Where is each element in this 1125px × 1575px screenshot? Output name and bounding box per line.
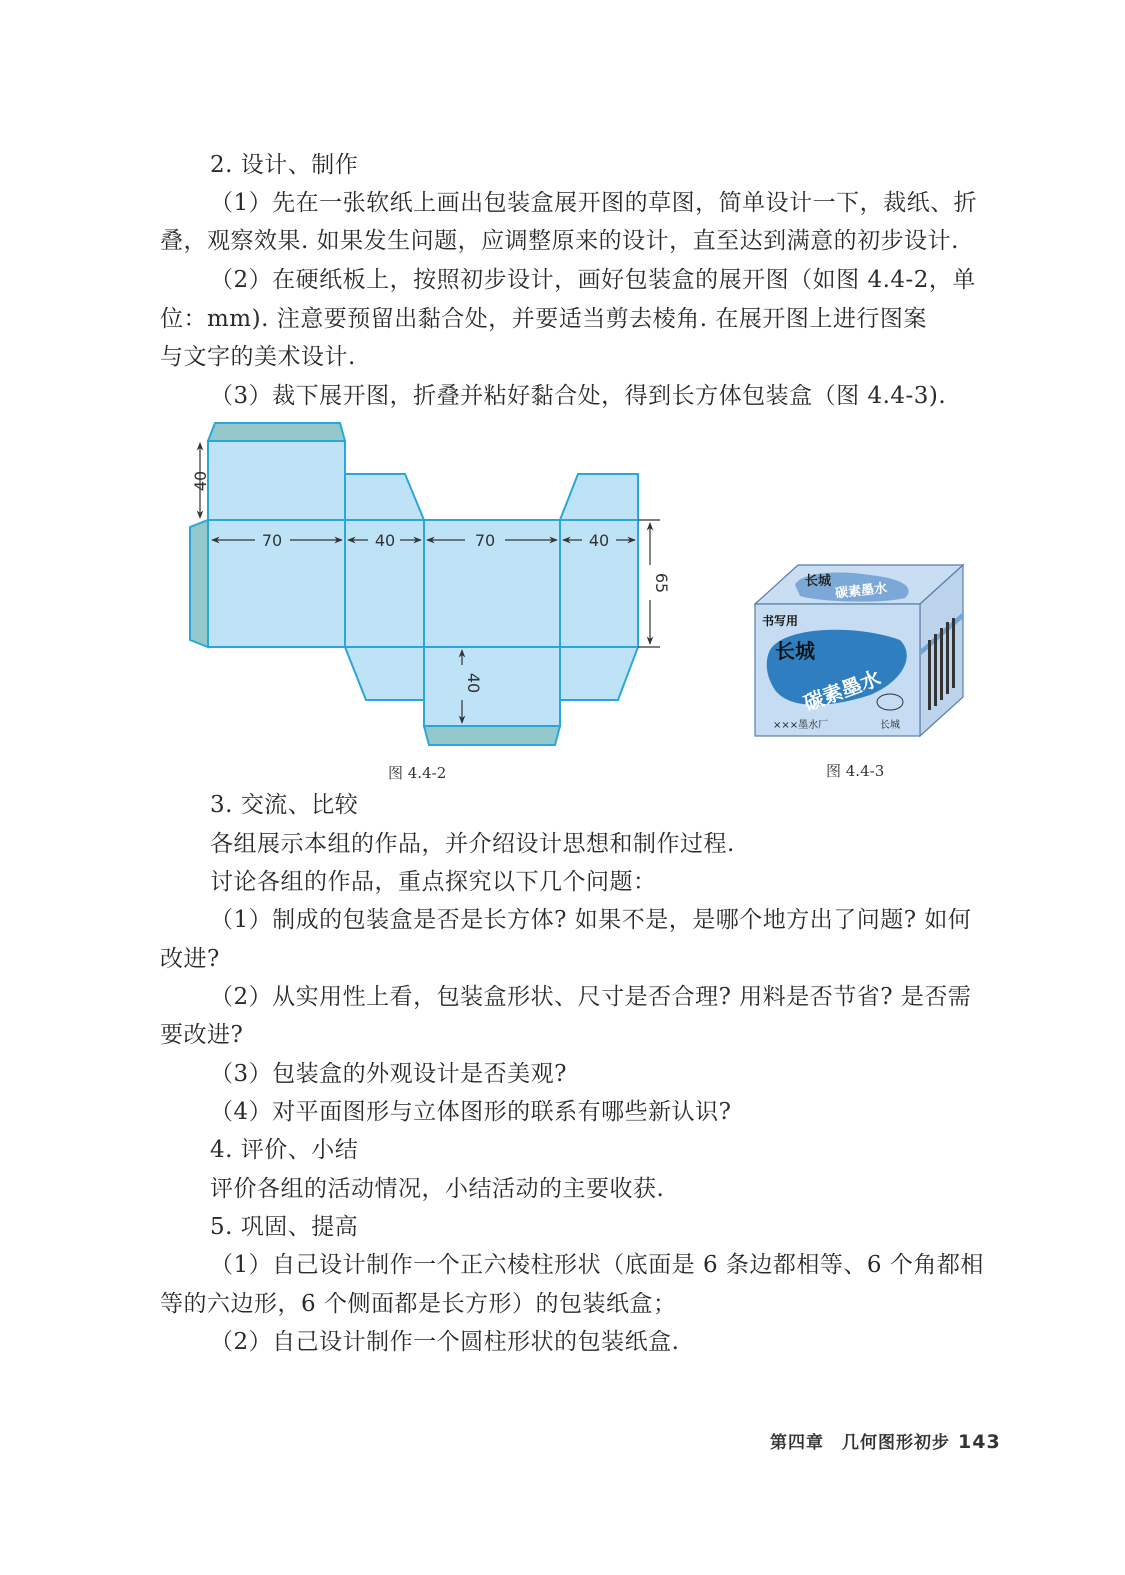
task-line: （2）自己设计制作一个圆柱形状的包装纸盒.: [210, 1329, 680, 1355]
dim-height: 65: [652, 572, 671, 594]
paragraph-line: 与文字的美术设计.: [160, 344, 356, 370]
question-line: （3）包装盒的外观设计是否美观?: [210, 1061, 567, 1087]
box-product: 碳素墨水: [800, 665, 884, 716]
paragraph-line: 位：mm). 注意要预留出黏合处，并要适当剪去棱角. 在展开图上进行图案: [160, 306, 927, 332]
dim-width-2: 40: [374, 531, 396, 550]
paragraph-line: 叠，观察效果. 如果发生问题，应调整原来的设计，直至达到满意的初步设计.: [160, 228, 959, 254]
dim-width-1: 70: [261, 531, 283, 550]
box-small-brand: 长城: [880, 720, 900, 731]
ink-box-illustration: [755, 565, 963, 736]
paragraph-line: （3）裁下展开图，折叠并粘好黏合处，得到长方体包装盒（图 4.4-3).: [210, 383, 947, 409]
question-line: （4）对平面图形与立体图形的联系有哪些新认识?: [210, 1099, 732, 1125]
paragraph-line: 各组展示本组的作品，并介绍设计思想和制作过程.: [210, 831, 735, 857]
box-use-label: 书写用: [762, 614, 799, 628]
dim-top-height: 40: [191, 470, 210, 492]
box-top-product: 碳素墨水: [834, 581, 888, 602]
figure-caption-box: 图 4.4-3: [826, 762, 885, 780]
section-heading-evaluate: 4. 评价、小结: [210, 1137, 359, 1163]
top-glue-tab: [208, 423, 345, 441]
dim-width-3: 70: [474, 531, 496, 550]
section-heading-exchange: 3. 交流、比较: [210, 792, 359, 818]
dim-width-4: 40: [588, 531, 610, 550]
question-line: 要改进?: [160, 1022, 244, 1048]
box-top-brand: 长城: [805, 574, 832, 589]
paragraph-line: （2）在硬纸板上，按照初步设计，画好包装盒的展开图（如图 4.4-2，单: [210, 267, 976, 293]
dim-bottom-height: 40: [464, 672, 483, 694]
section-heading-design: 2. 设计、制作: [210, 152, 359, 178]
task-line: 等的六边形，6 个侧面都是长方形）的包装纸盒；: [160, 1291, 677, 1317]
paragraph-line: 讨论各组的作品，重点探究以下几个问题：: [210, 869, 657, 895]
box-brand: 长城: [775, 639, 815, 663]
question-line: （1）制成的包装盒是否是长方体? 如果不是，是哪个地方出了问题? 如何: [210, 907, 972, 933]
net-faces: [190, 423, 638, 745]
paragraph-line: 评价各组的活动情况，小结活动的主要收获.: [210, 1176, 665, 1202]
box-factory: ×××墨水厂: [773, 720, 829, 731]
task-line: （1）自己设计制作一个正六棱柱形状（底面是 6 条边都相等、6 个角都相: [210, 1252, 984, 1278]
top-flap-left: [345, 474, 424, 520]
top-flap-right: [560, 474, 638, 520]
paragraph-line: （1）先在一张软纸上画出包装盒展开图的草图，简单设计一下，裁纸、折: [210, 190, 978, 216]
bottom-glue-tab: [424, 726, 560, 745]
bottom-flap-left: [345, 647, 424, 700]
page-footer: [770, 1428, 1001, 1453]
question-line: （2）从实用性上看，包装盒形状、尺寸是否合理? 用料是否节省? 是否需: [210, 984, 972, 1010]
page-number: 143: [958, 1431, 1001, 1453]
question-line: 改进?: [160, 946, 220, 972]
section-heading-consolidate: 5. 巩固、提高: [210, 1214, 359, 1240]
bottom-flap-right: [560, 647, 638, 700]
left-glue-tab: [190, 520, 208, 647]
figure-caption-net: 图 4.4-2: [388, 764, 447, 782]
chapter-title: 第四章 几何图形初步: [770, 1433, 950, 1453]
